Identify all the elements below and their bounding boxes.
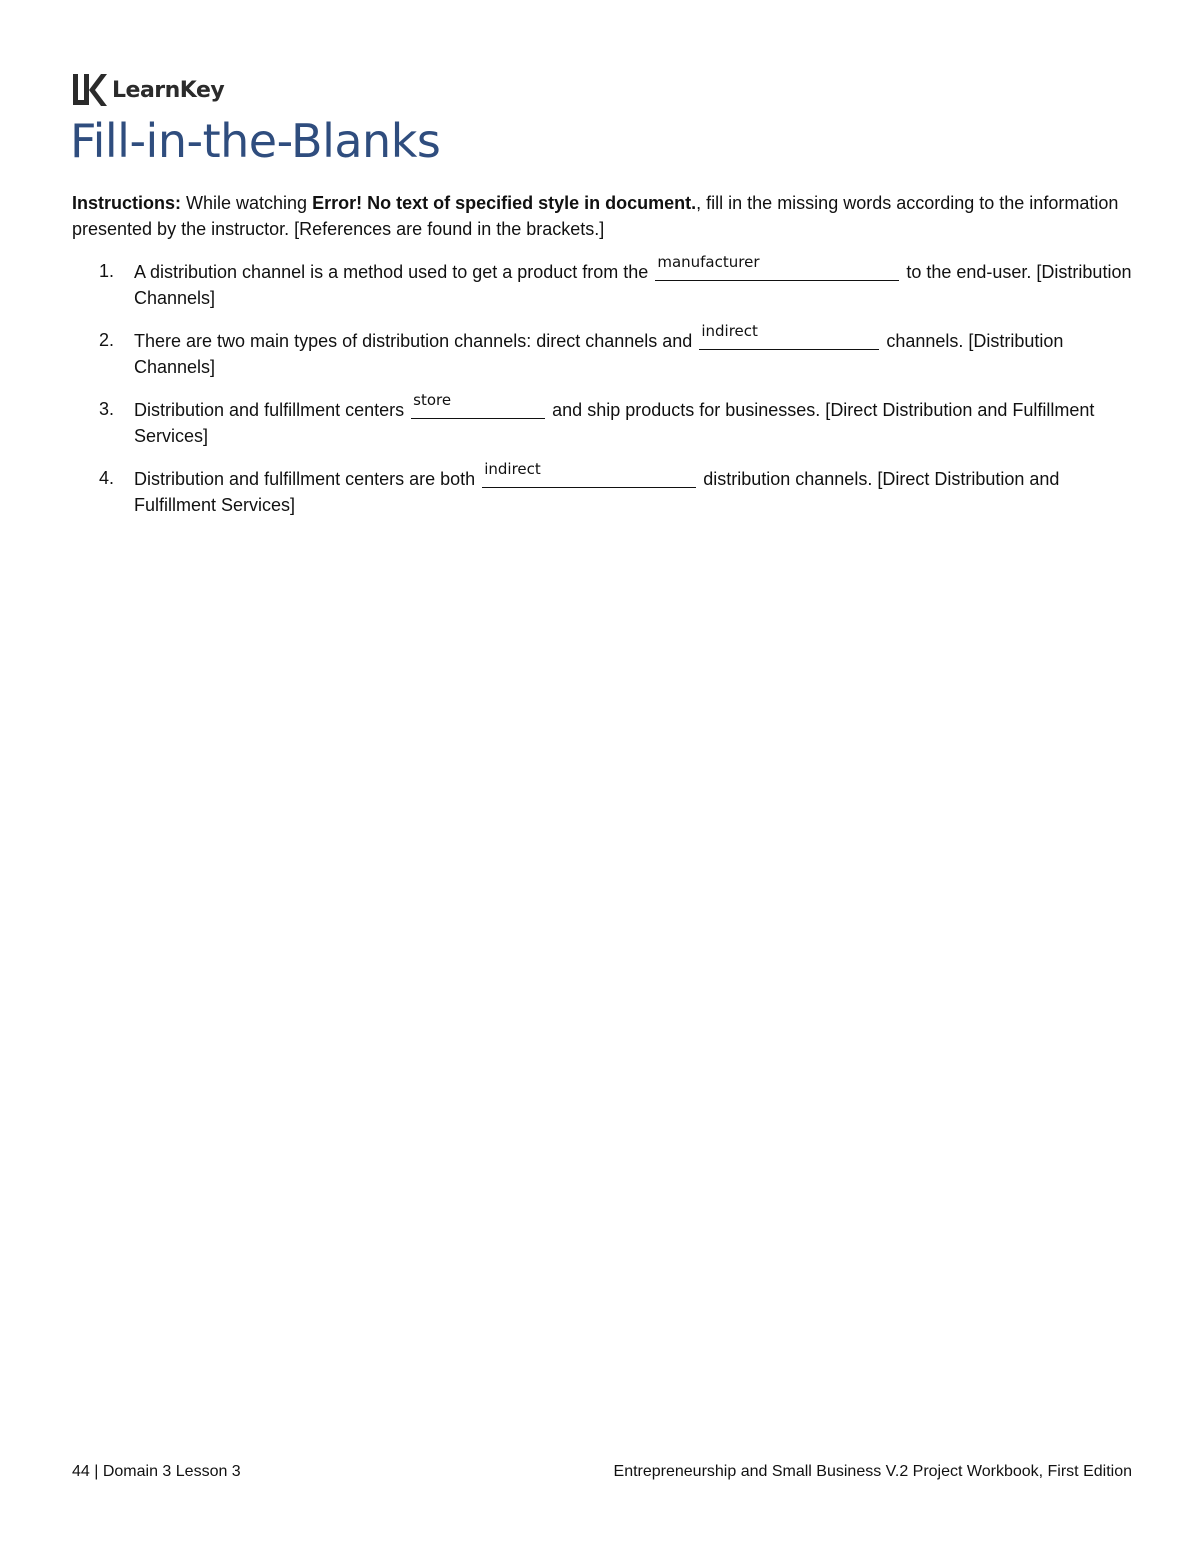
- answer-text: indirect: [701, 322, 758, 340]
- instructions-text-after: , fill in the missing words according to the information presented by the instructor. [References are found in the brackets.]: [72, 193, 1119, 239]
- instructions: [72, 190, 1132, 242]
- question-text-after: channels. [Distribution Channels]: [134, 331, 1064, 377]
- question-text-after: and ship products for businesses. [Direct Distribution and Fulfillment Services]: [134, 400, 1095, 446]
- instructions-error-text: Error! No text of specified style in document.: [312, 193, 697, 213]
- page-footer: [72, 1463, 1132, 1481]
- question-number: 1.: [99, 261, 115, 281]
- footer-page-info: 44 | Domain 3 Lesson 3: [72, 1463, 241, 1480]
- question-number: 3.: [99, 399, 115, 419]
- answer-text: indirect: [484, 460, 541, 478]
- instructions-text-before: While watching: [181, 193, 313, 213]
- question-text-before: Distribution and fulfillment centers: [134, 400, 405, 420]
- answer-blank[interactable]: [655, 253, 899, 281]
- question-item: [72, 391, 1132, 449]
- question-text-before: A distribution channel is a method used to get a product from the: [134, 262, 649, 282]
- question-text-after: distribution channels. [Direct Distribution and Fulfillment Services]: [134, 469, 1060, 515]
- logo-text: LearnKey: [112, 77, 225, 103]
- page-title: Fill-in-the-Blanks: [70, 114, 441, 168]
- question-item: [72, 322, 1132, 380]
- question-text-before: Distribution and fulfillment centers are both: [134, 469, 476, 489]
- question-text-after: to the end-user. [Distribution Channels]: [134, 262, 1132, 308]
- footer-book-title: Entrepreneurship and Small Business V.2 Project Workbook, First Edition: [613, 1463, 1132, 1480]
- answer-text: store: [413, 391, 452, 409]
- learnkey-logo-mark-icon: [72, 73, 108, 107]
- instructions-label: Instructions:: [72, 193, 182, 213]
- question-number: 2.: [99, 330, 115, 350]
- question-list: [72, 253, 1132, 534]
- answer-blank[interactable]: [482, 460, 696, 488]
- learnkey-logo: [72, 72, 224, 108]
- question-number: 4.: [99, 468, 115, 488]
- question-text-before: There are two main types of distribution channels: direct channels and: [134, 331, 693, 351]
- answer-blank[interactable]: [411, 391, 545, 419]
- answer-blank[interactable]: [699, 322, 879, 350]
- question-item: [72, 253, 1132, 311]
- question-item: [72, 460, 1132, 518]
- answer-text: manufacturer: [657, 253, 760, 271]
